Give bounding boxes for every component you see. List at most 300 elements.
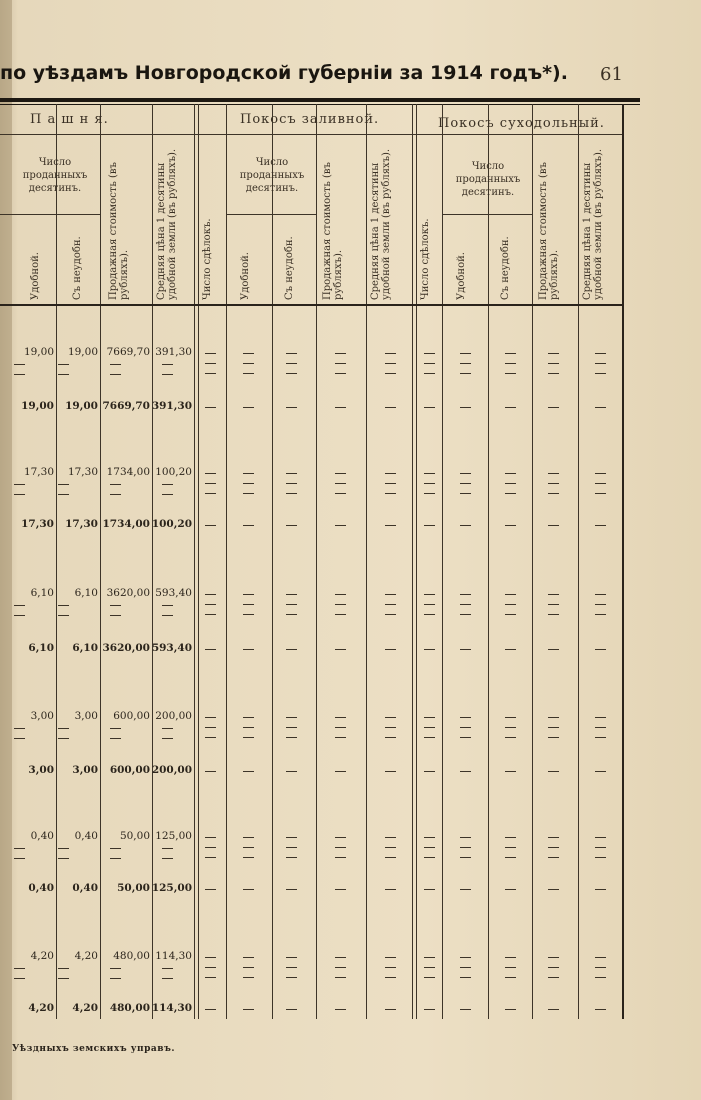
- empty-cell-dash: [14, 968, 25, 969]
- table-cell-udob: 17,30: [21, 518, 54, 530]
- table-cell-stoim: 480,00: [113, 950, 150, 962]
- empty-cell-dash: [286, 363, 297, 364]
- header-rule-thin: [0, 104, 640, 105]
- empty-cell-dash: [385, 727, 396, 728]
- empty-cell-dash: [286, 407, 297, 408]
- column-rule: [366, 104, 367, 1019]
- empty-cell-dash: [110, 968, 121, 969]
- empty-cell-dash: [286, 737, 297, 738]
- empty-cell-dash: [424, 847, 435, 848]
- empty-cell-dash: [243, 407, 254, 408]
- empty-cell-dash: [243, 649, 254, 650]
- empty-cell-dash: [460, 1009, 471, 1010]
- empty-cell-dash: [424, 594, 435, 595]
- table-cell-neudob: 3,00: [72, 764, 98, 776]
- empty-cell-dash: [58, 484, 69, 485]
- empty-cell-dash: [14, 615, 25, 616]
- empty-cell-dash: [548, 771, 559, 772]
- col-header-srednyaya: Средняя цѣна 1 десятины удобной земли (въ рубляхъ).: [156, 148, 178, 300]
- empty-cell-dash: [595, 363, 606, 364]
- empty-cell-dash: [385, 857, 396, 858]
- empty-cell-dash: [548, 363, 559, 364]
- empty-cell-dash: [243, 1009, 254, 1010]
- empty-cell-dash: [424, 771, 435, 772]
- empty-cell-dash: [595, 493, 606, 494]
- empty-cell-dash: [162, 978, 173, 979]
- column-rule: [56, 104, 57, 1019]
- table-cell-udob: 3,00: [28, 764, 54, 776]
- empty-cell-dash: [335, 717, 346, 718]
- empty-cell-dash: [385, 737, 396, 738]
- empty-cell-dash: [424, 1009, 435, 1010]
- empty-cell-dash: [335, 493, 346, 494]
- empty-cell-dash: [505, 525, 516, 526]
- table-cell-cena: 100,20: [155, 466, 192, 478]
- empty-cell-dash: [335, 889, 346, 890]
- empty-cell-dash: [548, 649, 559, 650]
- empty-cell-dash: [460, 837, 471, 838]
- group-rule: [194, 104, 199, 1019]
- table-cell-neudob: 19,00: [65, 400, 98, 412]
- empty-cell-dash: [595, 737, 606, 738]
- empty-cell-dash: [205, 889, 216, 890]
- empty-cell-dash: [385, 889, 396, 890]
- empty-cell-dash: [58, 978, 69, 979]
- empty-cell-dash: [286, 1009, 297, 1010]
- empty-cell-dash: [335, 353, 346, 354]
- empty-cell-dash: [335, 957, 346, 958]
- empty-cell-dash: [595, 977, 606, 978]
- empty-cell-dash: [335, 737, 346, 738]
- table-cell-neudob: 0,40: [74, 830, 98, 842]
- empty-cell-dash: [286, 837, 297, 838]
- empty-cell-dash: [385, 525, 396, 526]
- empty-cell-dash: [243, 977, 254, 978]
- empty-cell-dash: [385, 847, 396, 848]
- col-header-udobnoi: Удобной.: [240, 252, 251, 300]
- empty-cell-dash: [424, 889, 435, 890]
- empty-cell-dash: [595, 727, 606, 728]
- empty-cell-dash: [505, 837, 516, 838]
- table-cell-udob: 4,20: [28, 1002, 54, 1014]
- empty-cell-dash: [424, 614, 435, 615]
- empty-cell-dash: [424, 967, 435, 968]
- empty-cell-dash: [243, 889, 254, 890]
- table-cell-cena: 593,40: [151, 642, 192, 654]
- empty-cell-dash: [243, 604, 254, 605]
- col-header-prodazhnaya: Продажная стоимость (въ рубляхъ).: [322, 162, 344, 300]
- empty-cell-dash: [205, 363, 216, 364]
- empty-cell-dash: [335, 771, 346, 772]
- empty-cell-dash: [205, 771, 216, 772]
- empty-cell-dash: [14, 364, 25, 365]
- empty-cell-dash: [424, 353, 435, 354]
- empty-cell-dash: [385, 614, 396, 615]
- empty-cell-dash: [286, 717, 297, 718]
- empty-cell-dash: [243, 594, 254, 595]
- table-cell-stoim: 3620,00: [102, 642, 150, 654]
- empty-cell-dash: [243, 493, 254, 494]
- empty-cell-dash: [548, 727, 559, 728]
- empty-cell-dash: [243, 483, 254, 484]
- table-cell-neudob: 6,10: [72, 642, 98, 654]
- empty-cell-dash: [205, 525, 216, 526]
- empty-cell-dash: [286, 525, 297, 526]
- empty-cell-dash: [505, 353, 516, 354]
- empty-cell-dash: [243, 353, 254, 354]
- empty-cell-dash: [505, 473, 516, 474]
- empty-cell-dash: [460, 857, 471, 858]
- empty-cell-dash: [205, 727, 216, 728]
- empty-cell-dash: [460, 977, 471, 978]
- empty-cell-dash: [335, 727, 346, 728]
- col-header-s-neudobn: Съ неудобн.: [284, 236, 295, 300]
- empty-cell-dash: [385, 483, 396, 484]
- empty-cell-dash: [460, 594, 471, 595]
- empty-cell-dash: [58, 494, 69, 495]
- column-rule: [488, 104, 489, 1019]
- empty-cell-dash: [595, 407, 606, 408]
- table-cell-stoim: 1734,00: [102, 518, 150, 530]
- empty-cell-dash: [243, 837, 254, 838]
- subgroup-rule: [226, 214, 316, 215]
- empty-cell-dash: [385, 363, 396, 364]
- empty-cell-dash: [548, 604, 559, 605]
- empty-cell-dash: [548, 737, 559, 738]
- empty-cell-dash: [505, 857, 516, 858]
- empty-cell-dash: [286, 594, 297, 595]
- col-header-s-neudobn: Съ неудобн.: [500, 236, 511, 300]
- table-cell-stoim: 7669,70: [106, 346, 150, 358]
- empty-cell-dash: [505, 847, 516, 848]
- empty-cell-dash: [162, 858, 173, 859]
- empty-cell-dash: [58, 615, 69, 616]
- empty-cell-dash: [424, 483, 435, 484]
- empty-cell-dash: [505, 614, 516, 615]
- empty-cell-dash: [286, 493, 297, 494]
- empty-cell-dash: [548, 889, 559, 890]
- empty-cell-dash: [424, 649, 435, 650]
- col-header-prodazhnaya: Продажная стоимость (въ рубляхъ).: [108, 162, 130, 300]
- empty-cell-dash: [595, 594, 606, 595]
- empty-cell-dash: [595, 353, 606, 354]
- table-cell-neudob: 4,20: [72, 1002, 98, 1014]
- group-header-pashnya: П а ш н я.: [30, 112, 109, 127]
- column-rule: [226, 104, 227, 1019]
- empty-cell-dash: [460, 525, 471, 526]
- empty-cell-dash: [424, 837, 435, 838]
- empty-cell-dash: [205, 737, 216, 738]
- empty-cell-dash: [14, 374, 25, 375]
- empty-cell-dash: [162, 968, 173, 969]
- empty-cell-dash: [335, 967, 346, 968]
- table-cell-cena: 125,00: [151, 882, 192, 894]
- empty-cell-dash: [385, 967, 396, 968]
- empty-cell-dash: [505, 363, 516, 364]
- empty-cell-dash: [385, 649, 396, 650]
- empty-cell-dash: [385, 771, 396, 772]
- empty-cell-dash: [110, 615, 121, 616]
- col-header-s-neudobn: Съ неудобн.: [72, 236, 83, 300]
- empty-cell-dash: [505, 604, 516, 605]
- table-cell-cena: 200,00: [155, 710, 192, 722]
- empty-cell-dash: [58, 968, 69, 969]
- empty-cell-dash: [385, 977, 396, 978]
- empty-cell-dash: [424, 604, 435, 605]
- empty-cell-dash: [424, 957, 435, 958]
- empty-cell-dash: [424, 727, 435, 728]
- empty-cell-dash: [505, 649, 516, 650]
- table-cell-cena: 200,00: [151, 764, 192, 776]
- empty-cell-dash: [286, 967, 297, 968]
- empty-cell-dash: [548, 847, 559, 848]
- empty-cell-dash: [243, 473, 254, 474]
- empty-cell-dash: [424, 737, 435, 738]
- empty-cell-dash: [335, 407, 346, 408]
- table-cell-udob: 3,00: [30, 710, 54, 722]
- column-rule: [578, 104, 579, 1019]
- empty-cell-dash: [335, 857, 346, 858]
- empty-cell-dash: [205, 649, 216, 650]
- empty-cell-dash: [460, 967, 471, 968]
- table-cell-stoim: 50,00: [119, 830, 150, 842]
- col-header-udobnoi: Удобной.: [456, 252, 467, 300]
- empty-cell-dash: [548, 353, 559, 354]
- empty-cell-dash: [205, 717, 216, 718]
- empty-cell-dash: [548, 483, 559, 484]
- empty-cell-dash: [162, 728, 173, 729]
- empty-cell-dash: [460, 737, 471, 738]
- table-cell-neudob: 0,40: [72, 882, 98, 894]
- column-rule: [442, 104, 443, 1019]
- empty-cell-dash: [548, 594, 559, 595]
- empty-cell-dash: [58, 858, 69, 859]
- empty-cell-dash: [385, 837, 396, 838]
- empty-cell-dash: [243, 957, 254, 958]
- empty-cell-dash: [548, 957, 559, 958]
- col-header-chislo-prodannyh: Число проданныхъ десятинъ.: [239, 157, 305, 194]
- empty-cell-dash: [205, 353, 216, 354]
- empty-cell-dash: [335, 604, 346, 605]
- empty-cell-dash: [460, 483, 471, 484]
- empty-cell-dash: [424, 363, 435, 364]
- empty-cell-dash: [162, 848, 173, 849]
- empty-cell-dash: [595, 771, 606, 772]
- empty-cell-dash: [595, 473, 606, 474]
- empty-cell-dash: [110, 364, 121, 365]
- empty-cell-dash: [58, 364, 69, 365]
- empty-cell-dash: [243, 771, 254, 772]
- empty-cell-dash: [595, 525, 606, 526]
- empty-cell-dash: [548, 373, 559, 374]
- table-cell-udob: 6,10: [28, 642, 54, 654]
- empty-cell-dash: [548, 837, 559, 838]
- empty-cell-dash: [243, 847, 254, 848]
- empty-cell-dash: [424, 493, 435, 494]
- empty-cell-dash: [595, 957, 606, 958]
- table-cell-neudob: 6,10: [74, 587, 98, 599]
- empty-cell-dash: [505, 1009, 516, 1010]
- table-cell-cena: 391,30: [151, 400, 192, 412]
- empty-cell-dash: [243, 857, 254, 858]
- empty-cell-dash: [243, 727, 254, 728]
- empty-cell-dash: [595, 604, 606, 605]
- empty-cell-dash: [460, 957, 471, 958]
- empty-cell-dash: [14, 494, 25, 495]
- column-rule: [272, 104, 273, 1019]
- empty-cell-dash: [205, 604, 216, 605]
- empty-cell-dash: [548, 473, 559, 474]
- empty-cell-dash: [548, 614, 559, 615]
- empty-cell-dash: [205, 473, 216, 474]
- empty-cell-dash: [243, 525, 254, 526]
- empty-cell-dash: [205, 493, 216, 494]
- table-cell-udob: 0,40: [28, 882, 54, 894]
- empty-cell-dash: [505, 717, 516, 718]
- empty-cell-dash: [595, 483, 606, 484]
- empty-cell-dash: [505, 483, 516, 484]
- empty-cell-dash: [14, 978, 25, 979]
- subgroup-rule: [442, 214, 532, 215]
- empty-cell-dash: [14, 858, 25, 859]
- empty-cell-dash: [595, 847, 606, 848]
- empty-cell-dash: [243, 373, 254, 374]
- empty-cell-dash: [335, 594, 346, 595]
- empty-cell-dash: [595, 889, 606, 890]
- empty-cell-dash: [385, 1009, 396, 1010]
- empty-cell-dash: [460, 649, 471, 650]
- empty-cell-dash: [460, 353, 471, 354]
- table-cell-neudob: 17,30: [67, 466, 98, 478]
- empty-cell-dash: [205, 407, 216, 408]
- empty-cell-dash: [286, 977, 297, 978]
- empty-cell-dash: [460, 604, 471, 605]
- empty-cell-dash: [162, 615, 173, 616]
- column-rule: [316, 104, 317, 1019]
- header-bottom-rule: [0, 304, 624, 306]
- empty-cell-dash: [205, 837, 216, 838]
- empty-cell-dash: [14, 848, 25, 849]
- empty-cell-dash: [286, 857, 297, 858]
- empty-cell-dash: [243, 363, 254, 364]
- col-header-prodazhnaya: Продажная стоимость (въ рубляхъ).: [538, 162, 560, 300]
- empty-cell-dash: [110, 738, 121, 739]
- empty-cell-dash: [58, 374, 69, 375]
- empty-cell-dash: [595, 857, 606, 858]
- table-cell-udob: 6,10: [30, 587, 54, 599]
- empty-cell-dash: [460, 363, 471, 364]
- empty-cell-dash: [205, 967, 216, 968]
- empty-cell-dash: [162, 738, 173, 739]
- empty-cell-dash: [286, 353, 297, 354]
- empty-cell-dash: [110, 858, 121, 859]
- empty-cell-dash: [110, 494, 121, 495]
- empty-cell-dash: [505, 967, 516, 968]
- empty-cell-dash: [548, 525, 559, 526]
- empty-cell-dash: [505, 737, 516, 738]
- empty-cell-dash: [335, 837, 346, 838]
- empty-cell-dash: [460, 717, 471, 718]
- empty-cell-dash: [14, 605, 25, 606]
- empty-cell-dash: [505, 594, 516, 595]
- empty-cell-dash: [335, 977, 346, 978]
- empty-cell-dash: [286, 889, 297, 890]
- header-rule: [0, 98, 640, 102]
- empty-cell-dash: [595, 373, 606, 374]
- col-header-chislo-sdelok: Число сдѣлокъ.: [202, 218, 213, 300]
- empty-cell-dash: [548, 977, 559, 978]
- table-cell-udob: 17,30: [23, 466, 54, 478]
- empty-cell-dash: [162, 484, 173, 485]
- table-cell-neudob: 17,30: [65, 518, 98, 530]
- empty-cell-dash: [385, 473, 396, 474]
- empty-cell-dash: [14, 484, 25, 485]
- table-cell-cena: 125,00: [155, 830, 192, 842]
- table-cell-stoim: 50,00: [117, 882, 150, 894]
- empty-cell-dash: [162, 374, 173, 375]
- empty-cell-dash: [205, 373, 216, 374]
- empty-cell-dash: [110, 848, 121, 849]
- empty-cell-dash: [335, 483, 346, 484]
- table-cell-cena: 114,30: [151, 1002, 192, 1014]
- empty-cell-dash: [385, 604, 396, 605]
- empty-cell-dash: [110, 374, 121, 375]
- empty-cell-dash: [424, 857, 435, 858]
- empty-cell-dash: [286, 649, 297, 650]
- empty-cell-dash: [205, 957, 216, 958]
- empty-cell-dash: [205, 1009, 216, 1010]
- col-header-udobnoi: Удобной.: [30, 252, 41, 300]
- empty-cell-dash: [595, 967, 606, 968]
- empty-cell-dash: [243, 717, 254, 718]
- empty-cell-dash: [335, 1009, 346, 1010]
- empty-cell-dash: [58, 605, 69, 606]
- column-rule: [532, 104, 533, 1019]
- empty-cell-dash: [595, 837, 606, 838]
- empty-cell-dash: [335, 363, 346, 364]
- empty-cell-dash: [335, 649, 346, 650]
- empty-cell-dash: [460, 407, 471, 408]
- empty-cell-dash: [162, 494, 173, 495]
- empty-cell-dash: [505, 889, 516, 890]
- group-header-pokos-zalivnoi: Покосъ заливной.: [240, 112, 380, 127]
- empty-cell-dash: [548, 857, 559, 858]
- empty-cell-dash: [335, 847, 346, 848]
- table-cell-udob: 0,40: [30, 830, 54, 842]
- empty-cell-dash: [110, 605, 121, 606]
- empty-cell-dash: [595, 717, 606, 718]
- table-cell-udob: 19,00: [21, 400, 54, 412]
- empty-cell-dash: [424, 373, 435, 374]
- empty-cell-dash: [424, 717, 435, 718]
- empty-cell-dash: [595, 614, 606, 615]
- group-header-rule: [0, 134, 622, 135]
- empty-cell-dash: [595, 1009, 606, 1010]
- table-cell-udob: 4,20: [30, 950, 54, 962]
- empty-cell-dash: [335, 525, 346, 526]
- col-header-chislo-prodannyh: Число проданныхъ десятинъ.: [22, 157, 88, 194]
- empty-cell-dash: [286, 483, 297, 484]
- empty-cell-dash: [385, 717, 396, 718]
- empty-cell-dash: [460, 373, 471, 374]
- table-cell-stoim: 3620,00: [106, 587, 150, 599]
- col-header-chislo-prodannyh: Число проданныхъ десятинъ.: [455, 161, 521, 198]
- empty-cell-dash: [385, 353, 396, 354]
- empty-cell-dash: [424, 977, 435, 978]
- empty-cell-dash: [110, 978, 121, 979]
- empty-cell-dash: [505, 493, 516, 494]
- empty-cell-dash: [505, 771, 516, 772]
